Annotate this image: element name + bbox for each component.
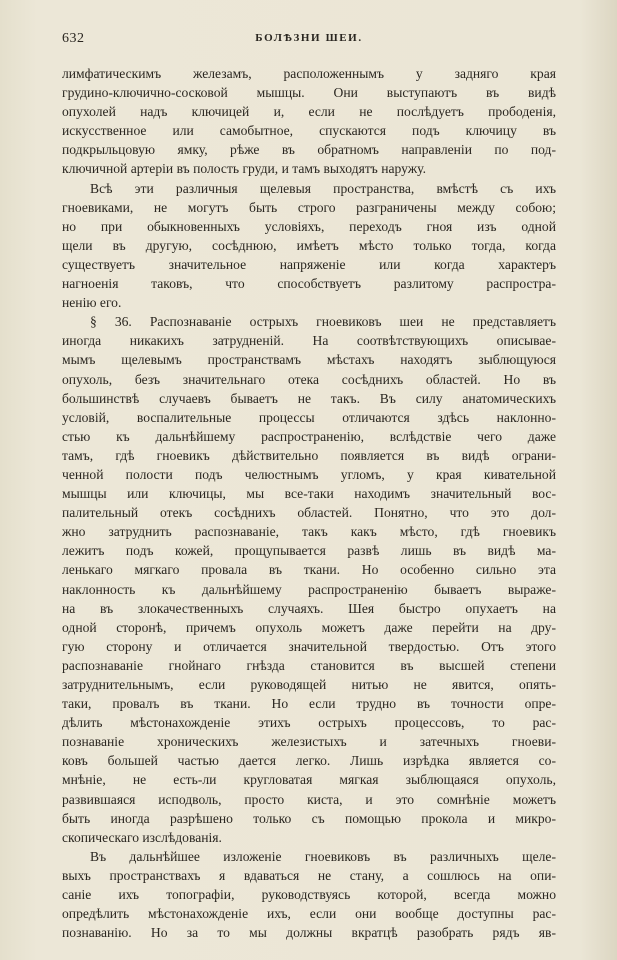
text-line: таки, провалъ въ ткани. Но если трудно въ точности опре- [62, 696, 556, 712]
text-line: иногда никакихъ затрудненій. На соотвѣтствующихъ описывае- [62, 333, 556, 349]
text-line: Всѣ эти различныя щелевыя пространства, вмѣстѣ съ ихъ [90, 180, 556, 196]
text-line: § 36. Распознаваніе острыхъ гноевиковъ шеи не представляетъ [90, 314, 556, 330]
text-line: мышцы или ключицы, мы все-таки находимъ значительный вос- [62, 486, 556, 502]
text-line: существуетъ значительное напряженіе или когда характеръ [62, 256, 556, 272]
text-line: искусственное или самобытное, спускаются подъ ключицу въ [62, 123, 556, 139]
text-line: скопическаго изслѣдованія. [62, 829, 222, 845]
text-line: лимфатическимъ железамъ, расположеннымъ у задняго края [62, 66, 556, 81]
text-line: стью къ дальнѣйшему распространенію, вслѣдствіе чего даже [62, 428, 556, 444]
text-line: на въ злокачественныхъ случаяхъ. Шея быстро опухаетъ на [62, 600, 556, 616]
text-line: ненію его. [62, 295, 122, 311]
text-line: опредѣлить мѣстонахожденіе ихъ, если они вообще доступны рас- [62, 906, 556, 922]
text-line: быть иногда разрѣшено только съ помощью прокола и микро- [62, 810, 556, 826]
text-line: дѣлить мѣстонахожденіе этихъ острыхъ процессовъ, то рас- [62, 715, 556, 731]
text-line: большинствѣ случаевъ бываетъ не такъ. Въ силу анатомическихъ [62, 390, 556, 406]
text-line: но при обыкновенныхъ условіяхъ, переходъ гноя изъ одной [62, 218, 556, 234]
text-line: ленькаго мягкаго провала въ ткани. Но особенно сильно эта [62, 562, 556, 578]
text-line: развившаяся исподволь, просто киста, и это сомнѣніе можетъ [62, 791, 556, 807]
page-number: 632 [62, 31, 85, 46]
text-line: опухолей надъ ключицей и, если не послѣдуетъ прободенія, [62, 104, 556, 120]
text-line: саніе ихъ топографіи, руководствуясь которой, всегда можно [62, 887, 556, 903]
text-line: условій, воспалительные процессы отличаются здѣсь наклонно- [62, 409, 556, 425]
text-line: тамъ, гдѣ гноевикъ дѣйствительно появляется въ видѣ ограни- [62, 447, 556, 463]
body-text [62, 64, 556, 942]
text-line: мымъ щелевымъ пространствамъ мѣстахъ находятъ зыблющуюся [62, 352, 556, 368]
text-line: познаваніе хроническихъ железистыхъ и затечныхъ гноеви- [62, 734, 556, 750]
text-line: выхъ пространствахъ я вдаваться не стану, а сошлюсь на опи- [62, 867, 556, 883]
text-line: подкрыльцовую ямку, рѣже въ обратномъ направленіи по под- [62, 142, 556, 158]
text-line: познаванію. Но за то мы должны вкратцѣ разобрать рядъ яв- [62, 925, 556, 941]
text-line: ковъ большей частью дается легко. Лишь изрѣдка является со- [62, 753, 556, 769]
text-line: нагноенія таковъ, что способствуетъ разлитому распростра- [62, 276, 556, 292]
text-line: лежитъ подъ кожей, прощупывается развѣ лишь въ видѣ ма- [62, 543, 556, 559]
running-head: БОЛѢЗНИ ШЕИ. [255, 32, 363, 44]
text-line: опухоль, безъ значительнаго отека сосѣднихъ областей. Но въ [62, 371, 556, 387]
text-line: ченной полости подъ челюстнымъ угломъ, у края кивательной [62, 466, 556, 482]
text-line: гую сторону и отличается значительной твердостью. Отъ этого [62, 638, 556, 654]
text-line: жно затруднить распознаваніе, такъ какъ мѣсто, гдѣ гноевикъ [62, 524, 556, 540]
page-header [62, 31, 556, 49]
text-line: одной сторонѣ, причемъ опухоль можетъ даже перейти на дру- [62, 619, 556, 635]
text-line: гноевиками, не могутъ быть строго разграничены между собою; [62, 199, 556, 215]
text-line: распознаваніе гнойнаго гнѣзда становится въ высшей степени [62, 657, 556, 673]
text-line: грудино-ключично-сосковой мышцы. Они выступаютъ въ видѣ [62, 85, 556, 101]
text-line: ключичной артеріи въ полость груди, и тамъ выходятъ наружу. [62, 161, 426, 177]
text-line: затруднительнымъ, если руководящей нитью не явится, опять- [62, 677, 556, 692]
text-line: наклонность къ дальнѣйшему распространенію бываетъ выраже- [62, 581, 556, 597]
text-line: щели въ другую, сосѣднюю, имѣетъ мѣсто только тогда, когда [62, 237, 556, 253]
text-line: Въ дальнѣйшее изложеніе гноевиковъ въ различныхъ щеле- [90, 848, 556, 864]
text-line: палительный отекъ сосѣднихъ областей. Понятно, что это дол- [62, 505, 556, 521]
text-line: мнѣніе, не есть-ли кругловатая мягкая зыблющаяся опухоль, [62, 772, 556, 788]
